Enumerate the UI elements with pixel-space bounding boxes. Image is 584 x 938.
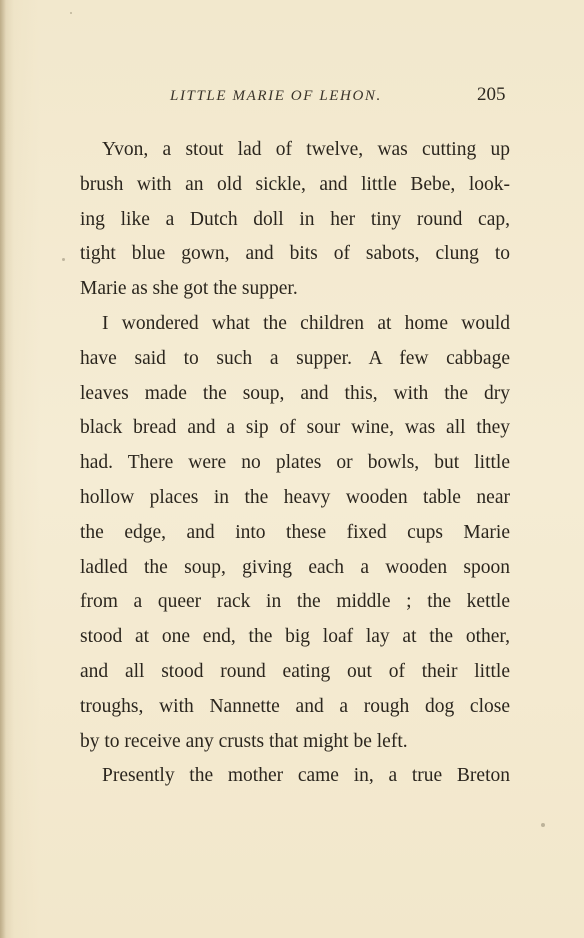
text-line: and all stood round eating out of their little xyxy=(80,660,510,682)
text-line: the edge, and into these fixed cups Marie xyxy=(80,521,510,543)
text-line: stood at one end, the big loaf lay at the other, xyxy=(80,626,510,648)
page-header xyxy=(0,84,584,112)
text-line: Marie as she got the supper. xyxy=(80,278,298,300)
text-line: have said to such a supper. A few cabbage xyxy=(80,347,510,369)
text-line: by to receive any crusts that might be left. xyxy=(80,730,408,752)
text-line: black bread and a sip of sour wine, was all they xyxy=(80,417,510,439)
page-gutter-shadow xyxy=(0,0,6,938)
text-line: from a queer rack in the middle ; the kettle xyxy=(80,591,510,613)
paper-speck xyxy=(62,258,65,261)
text-line: Yvon, a stout lad of twelve, was cutting up xyxy=(102,139,510,160)
text-line: leaves made the soup, and this, with the dry xyxy=(80,382,510,404)
text-line: had. There were no plates or bowls, but little xyxy=(80,452,510,474)
paper-speck xyxy=(70,12,72,14)
text-line: ladled the soup, giving each a wooden spoon xyxy=(80,556,510,578)
text-line: tight blue gown, and bits of sabots, clung to xyxy=(80,243,510,265)
text-line: brush with an old sickle, and little Bebe, look- xyxy=(80,173,510,195)
text-line: I wondered what the children at home would xyxy=(102,312,510,334)
page-number: 205 xyxy=(477,84,506,105)
body-text xyxy=(80,133,510,794)
text-line: hollow places in the heavy wooden table near xyxy=(80,486,510,508)
text-line: Presently the mother came in, a true Breton xyxy=(102,765,510,787)
text-line: ing like a Dutch doll in her tiny round cap, xyxy=(80,208,510,230)
running-head: LITTLE MARIE OF LEHON. xyxy=(170,88,382,104)
text-line: troughs, with Nannette and a rough dog close xyxy=(80,695,510,717)
paper-speck xyxy=(541,823,545,827)
